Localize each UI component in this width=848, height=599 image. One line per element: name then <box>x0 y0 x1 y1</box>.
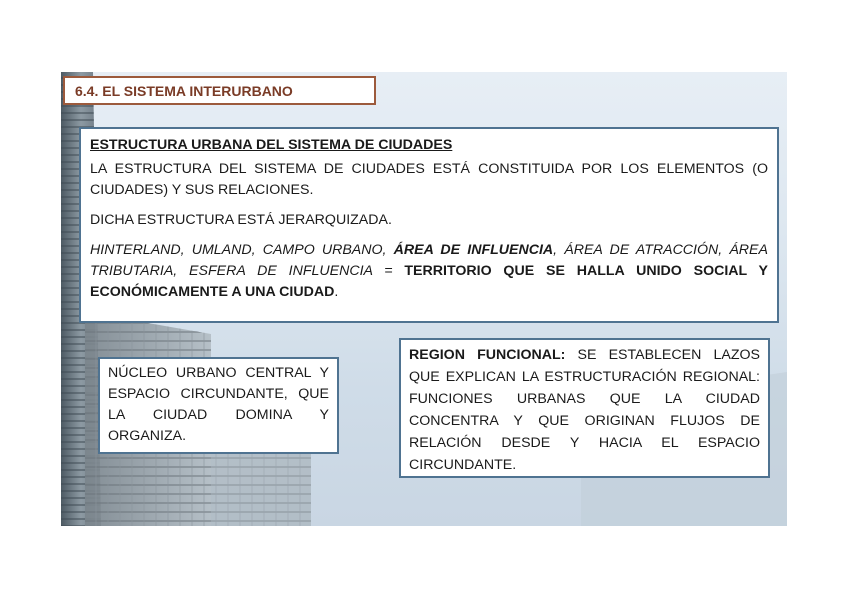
functional-region-label: REGION FUNCIONAL: <box>409 347 566 363</box>
main-heading: ESTRUCTURA URBANA DEL SISTEMA DE CIUDADES <box>90 137 453 153</box>
urban-core-text: NÚCLEO URBANO CENTRAL Y ESPACIO CIRCUNDANTE, QUE LA CIUDAD DOMINA Y ORGANIZA. <box>108 365 329 444</box>
definition-bold: TERRITORIO QUE SE HALLA UNIDO SOCIAL Y ECONÓMICAMENTE A UNA CIUDAD <box>90 263 768 300</box>
terms-italic-a: HINTERLAND, UMLAND, CAMPO URBANO, <box>90 242 394 258</box>
paragraph-hierarchy: DICHA ESTRUCTURA ESTÁ JERARQUIZADA. <box>90 212 392 228</box>
section-title: 6.4. EL SISTEMA INTERURBANO <box>75 83 293 99</box>
section-title-box <box>63 76 376 105</box>
main-content-box <box>79 127 779 323</box>
paragraph-influence-area <box>90 240 768 303</box>
functional-region-text: SE ESTABLECEN LAZOS QUE EXPLICAN LA ESTRUCTURACIÓN REGIONAL: FUNCIONES URBANAS QUE LA CIUDAD CONCENTRA Y QUE ORIGINAN FLUJOS DE RELACIÓN DESDE Y HACIA EL ESPACIO CIRCUNDANTE. <box>409 347 760 473</box>
urban-core-box <box>98 357 339 454</box>
term-area-influencia: ÁREA DE INFLUENCIA <box>393 242 554 258</box>
functional-region-box <box>399 338 770 478</box>
paragraph-structure: LA ESTRUCTURA DEL SISTEMA DE CIUDADES ESTÁ CONSTITUIDA POR LOS ELEMENTOS (O CIUDADES) Y SUS RELACIONES. <box>90 161 768 198</box>
paragraph-end: . <box>334 284 339 300</box>
terms-italic-b: , ÁREA DE ATRACCIÓN, ÁREA TRIBUTARIA, ESFERA DE INFLUENCIA = <box>90 242 768 279</box>
